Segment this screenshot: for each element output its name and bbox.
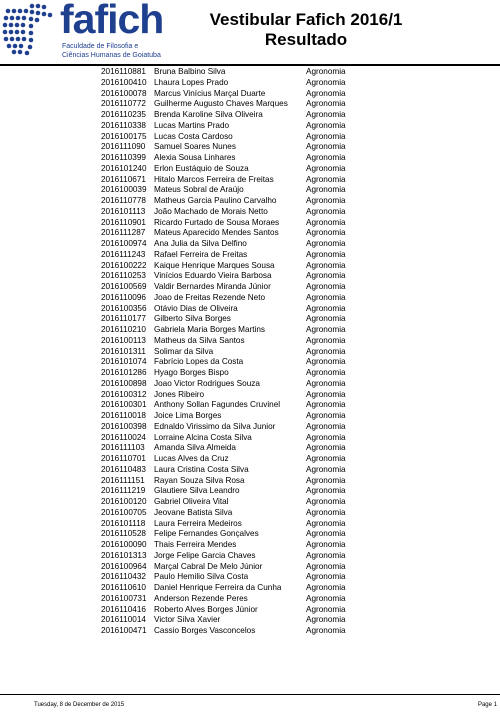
- candidate-course: Agronomia: [306, 67, 346, 76]
- candidate-name: Gilberto Silva Borges: [154, 314, 231, 324]
- candidate-code: 2016110772: [101, 99, 146, 109]
- table-row: [0, 228, 500, 239]
- table-row: [0, 282, 500, 293]
- table-row: [0, 476, 500, 487]
- table-row: [0, 572, 500, 583]
- candidate-name: Vinícios Eduardo Vieira Barbosa: [154, 271, 272, 281]
- table-row: [0, 261, 500, 272]
- table-row: [0, 185, 500, 196]
- table-row: [0, 89, 500, 100]
- candidate-code: 2016110432: [101, 572, 146, 582]
- candidate-course: Agronomia: [306, 604, 346, 614]
- candidate-code: 2016100113: [101, 335, 146, 345]
- table-row: [0, 164, 500, 175]
- candidate-course: Agronomia: [306, 497, 346, 506]
- candidate-name: Laura Cristina Costa Silva: [154, 464, 249, 474]
- candidate-code: 2016101118: [101, 518, 146, 528]
- candidate-code: 2016110399: [101, 153, 146, 162]
- candidate-course: Agronomia: [306, 131, 346, 141]
- table-row: [0, 400, 500, 411]
- candidate-course: Agronomia: [306, 432, 346, 442]
- candidate-name: Thais Ferreira Mendes: [154, 540, 237, 549]
- title-line-2: Resultado: [264, 30, 348, 49]
- candidate-name: Lucas Alves da Cruz: [154, 454, 229, 463]
- candidate-code: 2016100398: [101, 421, 147, 431]
- candidate-course: Agronomia: [306, 486, 346, 496]
- footer-date: Tuesday, 8 de December de 2015: [34, 702, 125, 708]
- table-row: [0, 368, 500, 379]
- table-row: [0, 529, 500, 540]
- candidate-name: Hitalo Marcos Ferreira de Freitas: [154, 174, 274, 184]
- candidate-name: Lorraine Alcina Costa Silva: [154, 432, 252, 442]
- candidate-name: Samuel Soares Nunes: [154, 142, 236, 152]
- candidate-course: Agronomia: [306, 271, 346, 281]
- table-row: [0, 271, 500, 282]
- candidate-course: Agronomia: [306, 464, 346, 474]
- candidate-name: Marcus Vinícius Marçal Duarte: [154, 88, 266, 98]
- candidate-code: 2016100090: [101, 540, 147, 549]
- candidate-name: Laura Ferreira Medeiros: [154, 518, 242, 528]
- candidate-code: 2016110416: [101, 604, 146, 614]
- table-row: [0, 132, 500, 143]
- candidate-course: Agronomia: [306, 378, 346, 388]
- candidate-course: Agronomia: [306, 335, 346, 345]
- candidate-name: Victor Silva Xavier: [154, 615, 221, 625]
- candidate-code: 2016100569: [101, 282, 147, 291]
- candidate-name: Alexia Sousa Linhares: [154, 153, 236, 162]
- table-row: [0, 325, 500, 336]
- candidate-course: Agronomia: [306, 368, 346, 377]
- candidate-name: Joao de Freitas Rezende Neto: [154, 292, 266, 302]
- table-row: [0, 121, 500, 132]
- table-row: [0, 443, 500, 454]
- candidate-name: Lucas Martins Prado: [154, 120, 230, 130]
- table-row: [0, 454, 500, 465]
- page-title: [188, 10, 424, 50]
- table-row: [0, 540, 500, 551]
- candidate-code: 2016110881: [101, 67, 146, 76]
- title-line-1: Vestibular Fafich 2016/1: [209, 10, 403, 29]
- candidate-code: 2016100312: [101, 389, 147, 399]
- candidate-name: Guilherme Augusto Chaves Marques: [154, 99, 288, 109]
- candidate-name: Otávio Dias de Oliveira: [154, 303, 238, 313]
- candidate-course: Agronomia: [306, 346, 346, 356]
- candidate-course: Agronomia: [306, 206, 346, 216]
- candidate-code: 2016111287: [101, 228, 146, 238]
- candidate-code: 2016100410: [101, 77, 147, 87]
- candidate-course: Agronomia: [306, 593, 346, 603]
- candidate-code: 2016100471: [101, 626, 147, 635]
- candidate-name: Valdir Bernardes Miranda Júnior: [154, 282, 271, 291]
- candidate-name: Gabriela Maria Borges Martins: [154, 325, 266, 334]
- table-row: [0, 293, 500, 304]
- candidate-course: Agronomia: [306, 626, 346, 635]
- candidate-code: 2016111243: [101, 249, 146, 259]
- candidate-course: Agronomia: [306, 507, 346, 517]
- candidate-code: 2016110018: [101, 411, 146, 420]
- table-row: [0, 239, 500, 250]
- table-row: [0, 594, 500, 605]
- table-row: [0, 583, 500, 594]
- candidate-name: Jones Ribeiro: [154, 389, 205, 399]
- table-row: [0, 142, 500, 153]
- table-row: [0, 347, 500, 358]
- table-row: [0, 433, 500, 444]
- candidate-course: Agronomia: [306, 163, 346, 173]
- candidate-code: 2016100120: [101, 497, 147, 506]
- candidate-course: Agronomia: [306, 583, 346, 592]
- candidate-name: Ana Julia da Silva Delfino: [154, 239, 247, 248]
- candidate-name: Jorge Felipe Garcia Chaves: [154, 550, 256, 560]
- candidate-code: 2016100898: [101, 378, 147, 388]
- candidate-course: Agronomia: [306, 421, 346, 431]
- candidate-name: Brenda Karoline Silva Oliveira: [154, 110, 263, 119]
- candidate-code: 2016100731: [101, 593, 147, 603]
- candidate-name: Marçal Cabral De Melo Júnior: [154, 561, 263, 571]
- candidate-code: 2016110177: [101, 314, 146, 324]
- candidate-course: Agronomia: [306, 325, 346, 334]
- candidate-code: 2016101286: [101, 368, 147, 377]
- candidate-code: 2016100964: [101, 561, 147, 571]
- candidate-name: Kaique Henrique Marques Sousa: [154, 260, 275, 270]
- table-row: [0, 304, 500, 315]
- candidate-course: Agronomia: [306, 411, 346, 420]
- candidate-course: Agronomia: [306, 292, 346, 302]
- candidate-course: Agronomia: [306, 518, 346, 528]
- candidate-name: Fabrício Lopes da Costa: [154, 357, 244, 367]
- candidate-name: Bruna Balbino Silva: [154, 67, 226, 76]
- candidate-code: 2016100974: [101, 239, 147, 248]
- table-row: [0, 508, 500, 519]
- candidate-name: Joao Victor Rodrigues Souza: [154, 378, 260, 388]
- candidate-course: Agronomia: [306, 314, 346, 324]
- fafich-logo-icon: [1, 2, 59, 58]
- table-row: [0, 605, 500, 616]
- table-row: [0, 379, 500, 390]
- candidate-course: Agronomia: [306, 454, 346, 463]
- candidate-name: Ricardo Furtado de Sousa Moraes: [154, 217, 280, 227]
- table-row: [0, 250, 500, 261]
- candidate-course: Agronomia: [306, 249, 346, 259]
- candidate-name: Felipe Fernandes Gonçalves: [154, 529, 259, 539]
- candidate-course: Agronomia: [306, 99, 346, 109]
- candidate-code: 2016101311: [101, 346, 146, 356]
- table-row: [0, 110, 500, 121]
- table-row: [0, 218, 500, 229]
- table-row: [0, 519, 500, 530]
- candidate-name: Matheus Garcia Paulino Carvalho: [154, 196, 277, 205]
- candidate-name: Paulo Hemilio Silva Costa: [154, 572, 249, 582]
- candidate-name: Glautiere Silva Leandro: [154, 486, 240, 496]
- candidate-code: 2016110901: [101, 217, 146, 227]
- table-row: [0, 497, 500, 508]
- candidate-code: 2016111090: [101, 142, 146, 152]
- candidate-name: Joice Lima Borges: [154, 411, 222, 420]
- table-row: [0, 153, 500, 164]
- candidate-code: 2016101313: [101, 550, 147, 560]
- table-row: [0, 336, 500, 347]
- candidate-course: Agronomia: [306, 88, 346, 98]
- candidate-name: Erlon Eustáquio de Souza: [154, 163, 249, 173]
- candidate-code: 2016100078: [101, 88, 147, 98]
- candidate-name: Anderson Rezende Peres: [154, 593, 248, 603]
- candidate-course: Agronomia: [306, 196, 346, 205]
- candidate-course: Agronomia: [306, 572, 346, 582]
- candidate-course: Agronomia: [306, 282, 346, 291]
- table-row: [0, 615, 500, 626]
- table-row: [0, 196, 500, 207]
- candidate-course: Agronomia: [306, 400, 346, 410]
- table-row: [0, 314, 500, 325]
- candidate-course: Agronomia: [306, 228, 346, 238]
- candidate-course: Agronomia: [306, 389, 346, 399]
- candidate-code: 2016101240: [101, 163, 147, 173]
- candidate-course: Agronomia: [306, 174, 346, 184]
- candidate-name: Matheus da Silva Santos: [154, 335, 245, 345]
- candidate-code: 2016100039: [101, 185, 147, 195]
- candidate-code: 2016110528: [101, 529, 146, 539]
- candidate-code: 2016110778: [101, 196, 146, 205]
- candidate-code: 2016110210: [101, 325, 146, 334]
- candidate-code: 2016100301: [101, 400, 147, 410]
- candidate-course: Agronomia: [306, 303, 346, 313]
- candidate-course: Agronomia: [306, 357, 346, 367]
- candidate-name: Lucas Costa Cardoso: [154, 131, 233, 141]
- footer-divider: [0, 694, 500, 695]
- table-row: [0, 357, 500, 368]
- table-row: [0, 67, 500, 78]
- page-footer: [0, 702, 500, 714]
- candidate-course: Agronomia: [306, 561, 346, 571]
- table-row: [0, 99, 500, 110]
- candidate-name: Hyago Borges Bispo: [154, 368, 229, 377]
- candidate-course: Agronomia: [306, 260, 346, 270]
- candidate-code: 2016110338: [101, 120, 146, 130]
- candidate-course: Agronomia: [306, 185, 346, 195]
- candidate-code: 2016110483: [101, 464, 146, 474]
- candidate-name: Mateus Sobral de Araújo: [154, 185, 244, 195]
- candidate-course: Agronomia: [306, 550, 346, 560]
- candidate-name: Lhaura Lopes Prado: [154, 77, 229, 87]
- candidate-code: 2016110014: [101, 615, 146, 625]
- candidate-course: Agronomia: [306, 443, 346, 453]
- candidate-code: 2016110096: [101, 292, 146, 302]
- candidate-name: Rayan Souza Silva Rosa: [154, 475, 245, 485]
- table-row: [0, 486, 500, 497]
- candidate-name: Gabriel Oliveira Vital: [154, 497, 229, 506]
- candidate-course: Agronomia: [306, 529, 346, 539]
- candidate-course: Agronomia: [306, 153, 346, 162]
- table-row: [0, 422, 500, 433]
- table-row: [0, 175, 500, 186]
- candidate-name: Rafael Ferreira de Freitas: [154, 249, 248, 259]
- candidate-course: Agronomia: [306, 110, 346, 119]
- table-row: [0, 465, 500, 476]
- page-number: Page 1: [477, 702, 497, 708]
- candidate-code: 2016100175: [101, 131, 147, 141]
- candidate-name: Mateus Aparecido Mendes Santos: [154, 228, 279, 238]
- table-row: [0, 78, 500, 89]
- candidate-course: Agronomia: [306, 142, 346, 152]
- candidate-name: Cassio Borges Vasconcelos: [154, 626, 256, 635]
- candidate-course: Agronomia: [306, 540, 346, 549]
- candidate-code: 2016110701: [101, 454, 146, 463]
- candidate-code: 2016100705: [101, 507, 147, 517]
- candidate-code: 2016110671: [101, 174, 146, 184]
- table-row: [0, 551, 500, 562]
- candidate-name: Jeovane Batista Silva: [154, 507, 233, 517]
- candidate-course: Agronomia: [306, 217, 346, 227]
- candidate-course: Agronomia: [306, 615, 346, 625]
- candidate-code: 2016111103: [101, 443, 145, 453]
- table-row: [0, 411, 500, 422]
- candidate-name: Solimar da Silva: [154, 346, 214, 356]
- candidate-course: Agronomia: [306, 120, 346, 130]
- candidate-code: 2016100222: [101, 260, 147, 270]
- table-row: [0, 626, 500, 637]
- header-divider: [0, 64, 500, 66]
- candidate-code: 2016111151: [101, 475, 145, 485]
- candidate-course: Agronomia: [306, 239, 346, 248]
- results-list: [0, 67, 500, 637]
- candidate-code: 2016101074: [101, 357, 147, 367]
- candidate-code: 2016110024: [101, 432, 146, 442]
- page-header: [0, 0, 500, 66]
- candidate-name: Daniel Henrique Ferreira da Cunha: [154, 583, 282, 592]
- candidate-name: Ednaldo Virissimo da Silva Junior: [154, 421, 276, 431]
- table-row: [0, 390, 500, 401]
- candidate-code: 2016110235: [101, 110, 146, 119]
- candidate-code: 2016101113: [101, 206, 146, 216]
- logo-wordmark: fafich: [60, 0, 164, 42]
- candidate-name: João Machado de Morais Netto: [154, 206, 268, 216]
- logo-subtitle: Faculdade de Filosofia e Ciências Humanas de Goiatuba: [62, 43, 161, 59]
- candidate-name: Roberto Alves Borges Júnior: [154, 604, 258, 614]
- candidate-course: Agronomia: [306, 475, 346, 485]
- table-row: [0, 207, 500, 218]
- candidate-course: Agronomia: [306, 77, 346, 87]
- candidate-code: 2016111219: [101, 486, 146, 496]
- candidate-code: 2016100356: [101, 303, 147, 313]
- candidate-code: 2016110610: [101, 583, 146, 592]
- candidate-code: 2016110253: [101, 271, 146, 281]
- table-row: [0, 562, 500, 573]
- candidate-name: Amanda Silva Almeida: [154, 443, 236, 453]
- candidate-name: Anthony Sollan Fagundes Cruvinel: [154, 400, 281, 410]
